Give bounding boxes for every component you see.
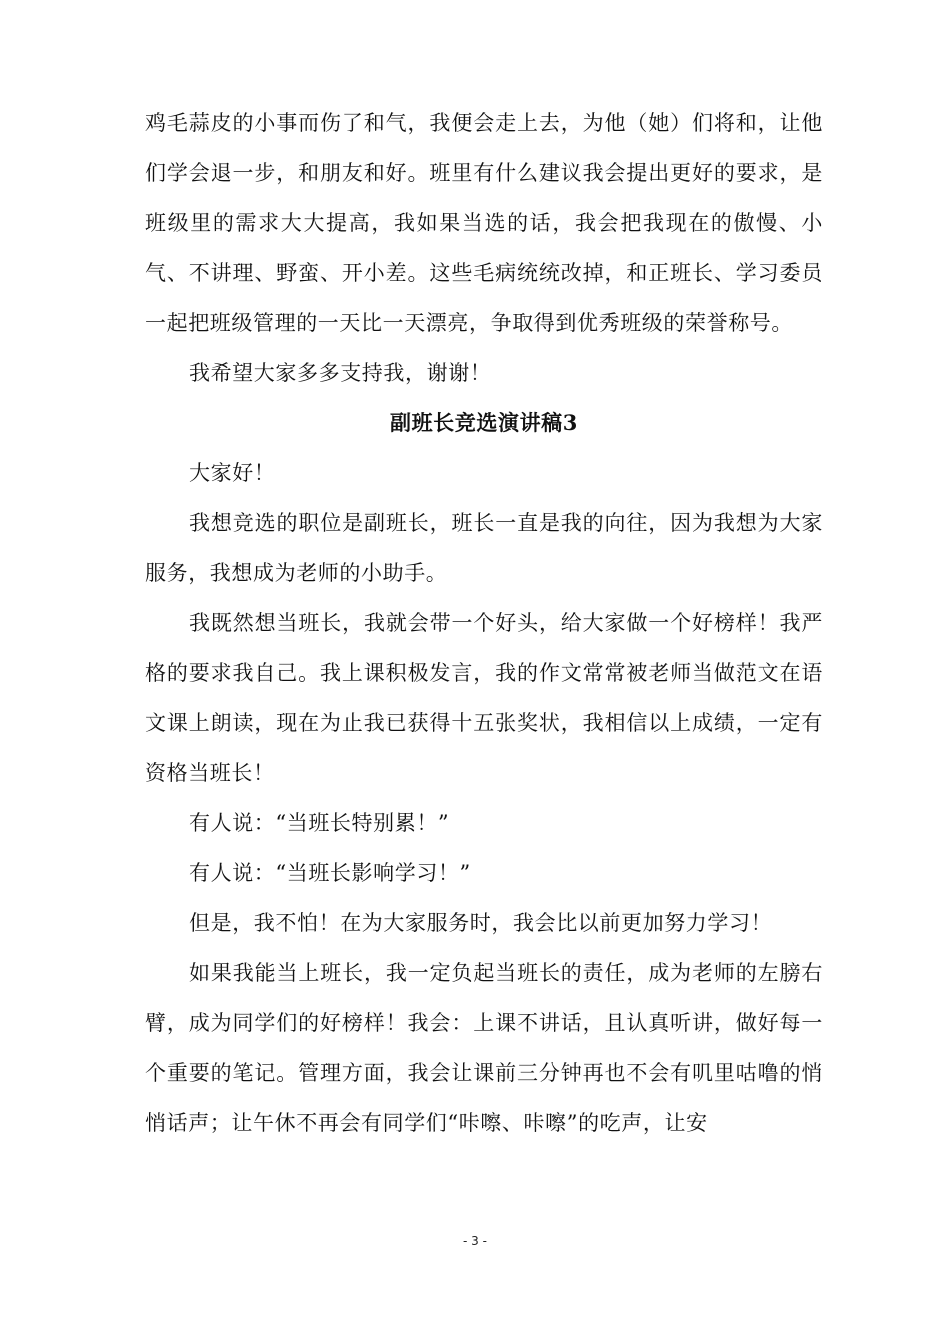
paragraph-position: 我想竞选的职位是副班长，班长一直是我的向往，因为我想为大家服务，我想成为老师的小助手。 <box>145 511 823 585</box>
paragraph-greeting: 大家好！ <box>189 461 276 485</box>
document-body <box>145 98 823 1148</box>
paragraph-quote-tired: 有人说：“当班长特别累！” <box>189 811 450 835</box>
page-number: - 3 - <box>463 1234 487 1248</box>
paragraph-quote-study: 有人说：“当班长影响学习！” <box>189 861 471 885</box>
paragraph-continuation: 鸡毛蒜皮的小事而伤了和气，我便会走上去，为他（她）们将和，让他们学会退一步，和朋友和好。班里有什么建议我会提出更好的要求，是班级里的需求大大提高，我如果当选的话，我会把我现在的傲慢、小气、不讲理、野蛮、开小差。这些毛病统统改掉，和正班长、学习委员一起把班级管理的一天比一天漂亮，争取得到优秀班级的荣誉称号。 <box>145 111 823 335</box>
paragraph-closing-thanks: 我希望大家多多支持我，谢谢！ <box>189 361 492 385</box>
paragraph-not-afraid: 但是，我不怕！在为大家服务时，我会比以前更加努力学习！ <box>189 911 773 935</box>
paragraph-qualifications: 我既然想当班长，我就会带一个好头，给大家做一个好榜样！我严格的要求我自己。我上课积极发言，我的作文常常被老师当做范文在语文课上朗读，现在为止我已获得十五张奖状，我相信以上成绩，一定有资格当班长！ <box>145 611 823 785</box>
paragraph-plans: 如果我能当上班长，我一定负起当班长的责任，成为老师的左膀右臂，成为同学们的好榜样！我会：上课不讲话，且认真听讲，做好每一个重要的笔记。管理方面，我会让课前三分钟再也不会有叽里咕噜的悄悄话声；让午休不再会有同学们“咔嚓、咔嚓”的吃声，让安 <box>145 961 823 1135</box>
section-heading: 副班长竞选演讲稿3 <box>389 410 578 435</box>
